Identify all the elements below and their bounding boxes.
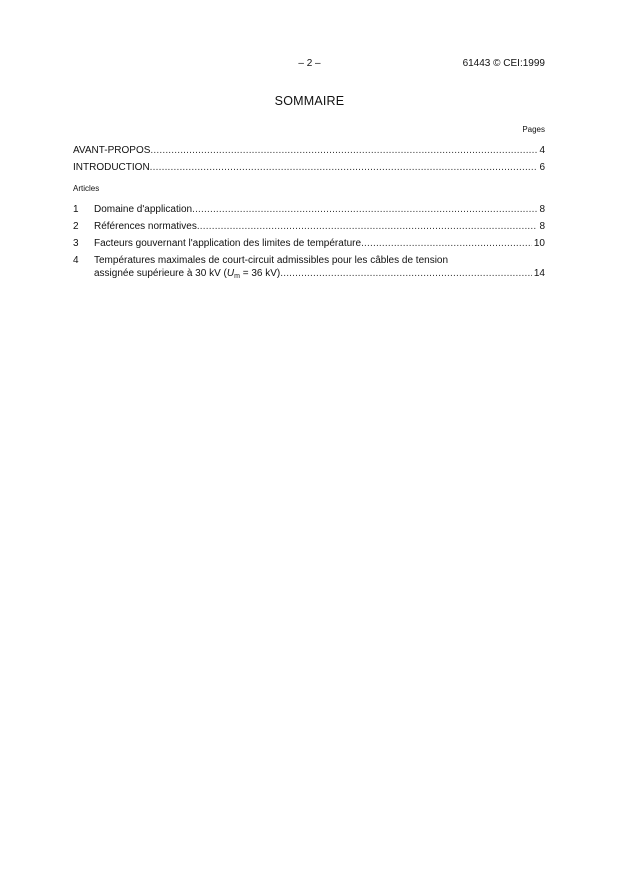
toc-article-1[interactable] <box>73 203 545 216</box>
dot-leader <box>361 237 532 250</box>
articles-label: Articles <box>73 184 100 193</box>
toc-entry-label: AVANT-PROPOS <box>73 145 151 156</box>
article-number: 2 <box>73 221 79 232</box>
label-part: = 36 kV) <box>239 268 281 279</box>
dot-leader <box>192 203 537 216</box>
toc-entry-page: 14 <box>533 268 545 279</box>
document-reference: 61443 © CEI:1999 <box>462 58 545 69</box>
toc-entry-page: 8 <box>539 221 545 232</box>
toc-entry-label: Domaine d'application <box>94 204 193 215</box>
dot-leader <box>197 220 538 233</box>
toc-entry-page: 4 <box>539 145 545 156</box>
toc-article-4[interactable] <box>94 267 545 280</box>
page-title: SOMMAIRE <box>274 94 345 108</box>
pages-column-label: Pages <box>522 125 545 134</box>
toc-entry-label: Références normatives <box>94 221 197 232</box>
toc-entry-label-line1: Températures maximales de court-circuit admissibles pour les câbles de tension <box>94 255 449 266</box>
toc-entry-label: Facteurs gouvernant l'application des limites de température <box>94 238 362 249</box>
dot-leader <box>280 267 532 280</box>
article-number: 3 <box>73 238 79 249</box>
dot-leader <box>150 161 538 174</box>
toc-article-3[interactable] <box>73 237 545 250</box>
toc-entry-introduction[interactable] <box>73 161 545 174</box>
subscript-m: m <box>234 273 240 280</box>
article-number: 4 <box>73 255 79 266</box>
toc-entry-page: 10 <box>533 238 545 249</box>
toc-entry-avant-propos[interactable] <box>73 144 545 157</box>
toc-entry-label-line2 <box>94 267 280 283</box>
toc-entry-page: 6 <box>539 162 545 173</box>
label-part: assignée supérieure à 30 kV ( <box>94 268 227 279</box>
dot-leader <box>150 144 537 157</box>
page-number: – 2 – <box>298 58 321 69</box>
toc-entry-label: INTRODUCTION <box>73 162 150 173</box>
toc-entry-page: 8 <box>539 204 545 215</box>
toc-article-2[interactable] <box>73 220 545 233</box>
article-number: 1 <box>73 204 79 215</box>
variable-u: U <box>226 268 235 279</box>
